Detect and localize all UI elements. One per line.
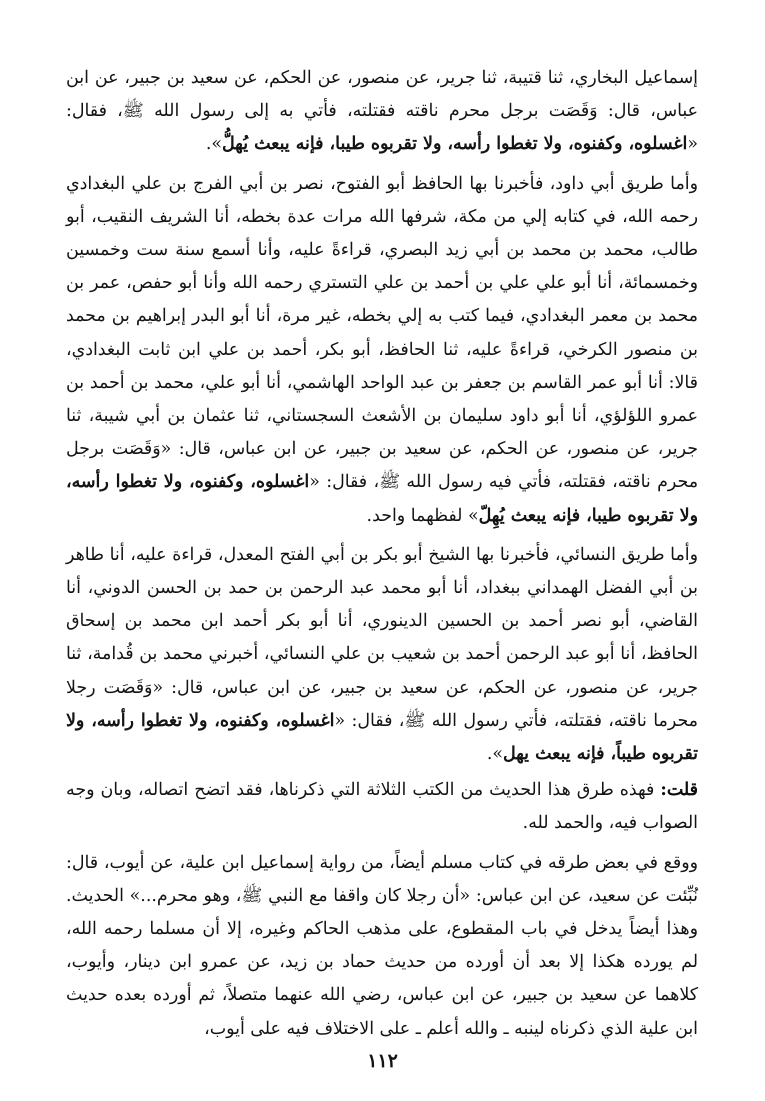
paragraph-1-close: ». [205,134,223,155]
page-body [66,62,698,1046]
paragraph-5-text: ووقع في بعض طرقه في كتاب مسلم أيضاً، من رواية إسماعيل ابن علية، عن أيوب، قال: نُبِّئت عن سعيد، عن ابن عباس: «أن رجلا كان واقفا مع النبي ﷺ، وهو محرم...» الحديث. وهذا أيضاً يدخل في باب المقطوع، على مذهب الحاكم وغيره، إلا أن مسلما رحمه الله، لم يورده هكذا إلا بعد أن أورده من حديث حماد بن زيد، عن عمرو ابن دينار، وأيوب، كلاهما عن سعيد بن جبير، عن ابن عباس، رضي الله عنهما متصلاً، ثم أورده بعده حديث ابن علية الذي ذكرناه لينبه ـ والله أعلم ـ على الاختلاف فيه على أيوب، [66,852,698,1039]
paragraph-4-text: فهذه طرق هذا الحديث من الكتب الثلاثة التي ذكرناها، فقد اتضح اتصاله، وبان وجه الصواب فيه، والحمد لله. [66,780,698,834]
paragraph-2-quote: اغسلوه، وكفنوه، ولا تغطوا رأسه، ولا تقربوه طيبا، فإنه يبعث يُهِلّ [66,472,698,526]
qultu-keyword: قلت: [660,780,698,801]
paragraph-3-text: وأما طريق النسائي، فأخبرنا بها الشيخ أبو بكر بن أبي الفتح المعدل، قراءة عليه، أنا طاهر بن أبي الفضل الهمداني ببغداد، أنا أبو محمد عبد الرحمن بن حمد بن الحسن الدوني، أنا القاضي، أبو نصر أحمد بن الحسين الدينوري، أنا أبو بكر أحمد ابن محمد بن إسحاق الحافظ، أنا أبو عبد الرحمن أحمد بن شعيب بن علي النسائي، أخبرني محمد بن قُدامة، ثنا جرير، عن منصور، عن الحكم، عن سعيد بن جبير، عن ابن عباس، قال: «وَقَصَت رجلا محرما ناقته، فقتلته، فأتي رسول الله ﷺ، فقال: « [66,544,698,731]
paragraph-1-quote: اغسلوه، وكفنوه، ولا تغطوا رأسه، ولا تقربوه طيبا، فإنه يبعث يُهلُّ [222,134,688,155]
page-number: ١١٢ [367,1050,398,1072]
paragraph-1 [66,62,698,162]
paragraph-3-close: ». [486,744,503,765]
paragraph-2-text: وأما طريق أبي داود، فأخبرنا بها الحافظ أبو الفتوح، نصر بن أبي الفرج بن علي البغدادي رحمه الله، في كتابه إلي من مكة، شرفها الله مرات عدة بخطه، أنا الشريف النقيب، أبو طالب، محمد بن محمد بن أبي زيد البصري، قراءةً عليه، وأنا أسمع سنة ست وخمسين وخمسمائة، أنا أبو علي علي بن أحمد بن علي التستري رحمه الله وأنا أبو حفص، عمر بن محمد بن معمر البغدادي، فيما كتب به إلي بخطه، غير مرة، أنا أبو البدر إبراهيم بن محمد بن منصور الكرخي، قراءةً عليه، ثنا الحافظ، أبو بكر، أحمد بن علي ابن ثابت البغدادي، قالا: أنا أبو عمر القاسم بن جعفر بن عبد الواحد الهاشمي، أنا أبو علي، محمد بن أحمد بن عمرو اللؤلؤي، أنا أبو داود سليمان بن الأشعث السجستاني، ثنا عثمان بن أبي شيبة، ثنا جرير، عن منصور، عن الحكم، عن سعيد بن جبير، عن ابن عباس، قال: «وَقَصَت برجل محرم ناقته، فقتلته، فأتي فيه رسول الله ﷺ، فقال: « [66,173,699,493]
paragraph-4 [66,774,698,840]
paragraph-2 [66,168,698,533]
paragraph-3 [66,539,698,771]
paragraph-5 [66,847,698,1046]
paragraph-3-quote: اغسلوه، وكفنوه، ولا تغطوا رأسه، ولا تقربوه طيباً، فإنه يبعث يهل [66,710,698,765]
paragraph-1-text: إسماعيل البخاري، ثنا قتيبة، ثنا جرير، عن منصور، عن الحكم، عن سعيد بن جبير، عن ابن عباس، قال: وَقَصَت برجل محرم ناقته فقتلته، فأتي به إلى رسول الله ﷺ، فقال: « [66,68,698,155]
paragraph-2-close: » لفظهما واحد. [366,505,479,526]
